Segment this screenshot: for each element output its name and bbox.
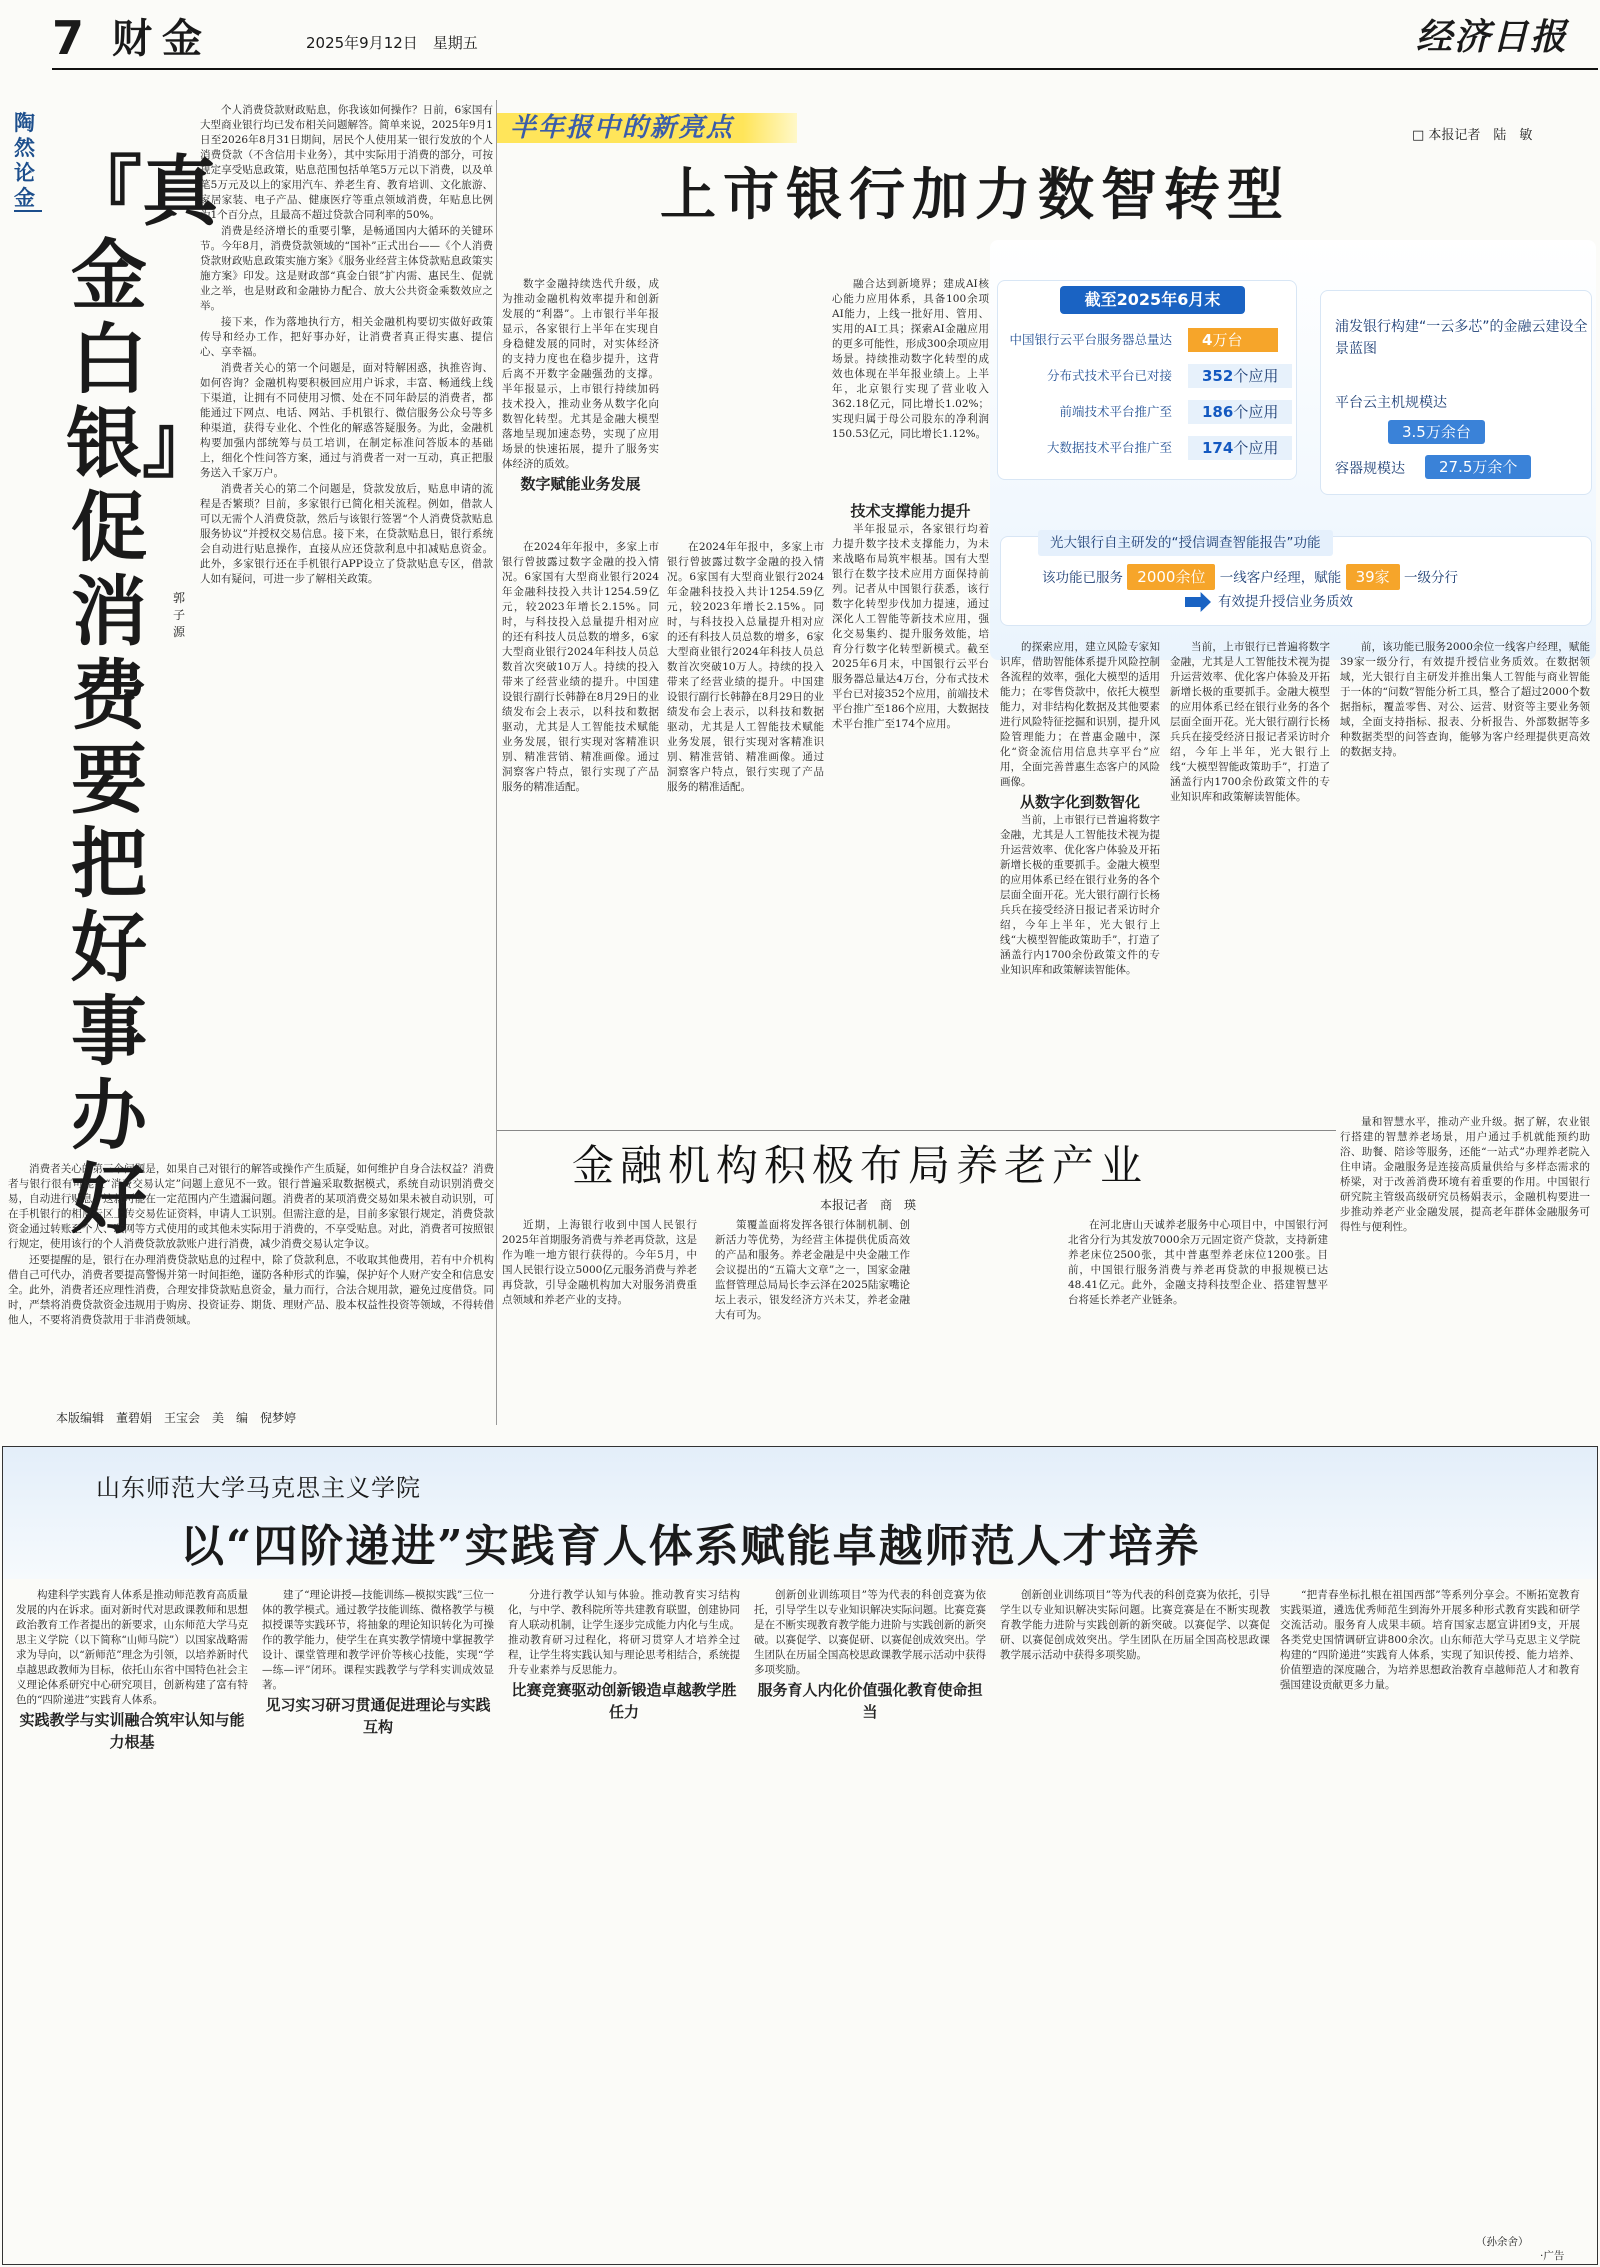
paragraph: 当前，上市银行已普遍将数字金融，尤其是人工智能技术视为提升运营效率、优化客户体验及开拓新增长极的重要抓手。金融大模型的应用体系已经在银行业务的各个层面全面开花。光大银行副行长杨兵兵在接受经济日报记者采访时介绍，今年上半年，光大银行上线“大模型智能政策助手”，打造了涵盖行内1700余份政策文件的专业知识库和政策解读智能体。 (1170, 641, 1330, 803)
advertorial-organization: 山东师范大学马克思主义学院 (96, 1474, 421, 1502)
stat-label: 大数据技术平台推广至 (1046, 440, 1172, 455)
paragraph: 量和智慧水平，推动产业升级。据了解，农业银行搭建的智慧养老场景，用户通过手机就能预约助浴、助餐、陪诊等服务，还能“一站式”办理养老院入住申请。金融服务是连接高质量供给与多样态需求的桥梁，对于改善消费环境有着重要的作用。中国银行研究院主管级高级研究员杨娟表示，金融机构要进一步推动养老产业金融发展，提高老年群体金融服务可得性与便利性。 (1340, 1116, 1590, 1233)
byline: 本报记者 商 瑛 (820, 1198, 917, 1212)
article-column (1170, 640, 1330, 1105)
page-editors: 本版编辑 董碧娟 王宝会 美 编 倪梦婷 (56, 1411, 297, 1425)
advertorial-headline: 以“四阶递进”实践育人体系赋能卓越师范人才培养 (180, 1521, 1201, 1572)
article-column (1340, 1115, 1590, 1423)
paragraph: 半年报显示，各家银行均着力提升数字技术支撑能力，为未来战略布局筑牢根基。国有大型银行在数字技术应用方面保持前列。记者从中国银行获悉，该行数字化转型步伐加力提速，通过深化人工智能等新技术应用，强化交易集约、提升服务效能，培育分行数字化转型新模式。截至2025年6月末，中国银行云平台服务器总量达4万台，分布式技术平台已对接352个应用，前端技术平台推广至186个应用，大数据技术平台推广至174个应用。 (832, 523, 989, 730)
side-panel-title: 浦发银行构建“一云多芯”的金融云建设全景蓝图 (1335, 319, 1588, 357)
page-number: 7 (52, 11, 85, 65)
paragraph: 创新创业训练项目”等为代表的科创竞赛为依托，引导学生以专业知识解决实际问题。比赛竞赛是在不断实现教育教学能力进阶与实践创新的新突破。以赛促学、以赛促研、以赛促创成效突出。学生团队在历届全国高校思政课教学展示活动中获得多项奖励。 (1000, 1589, 1270, 1661)
paragraph: 消费者关心的第三个问题是，如果自己对银行的解答或操作产生质疑，如何维护自身合法权益？消费者与银行很有可能在“消费交易认定”问题上意见不一致。银行普遍采取数据模式，系统自动识别消费交易，自动进行贴息。这就可能在一定范围内产生遗漏问题。消费者的某项消费交易如果未被自动识别，可在手机银行的相应专区上传交易佐证资料，申请人工识别。但需注意的是，目前多家银行规定，消费贷款资金通过转账至个人、联网等方式使用的或其他未实际用于消费的，不享受贴息。对此，消费者可按照银行规定，使用该行的个人消费贷款放款账户进行消费，减少消费交易认定争议。 (8, 1163, 494, 1250)
paragraph: 消费者关心的第二个问题是，贷款发放后，贴息申请的流程是否繁琐？目前，多家银行已简化相关流程。例如，借款人可以无需个人消费贷款，然后与该银行签署“个人消费贷款贴息服务协议”并授权交易信息。接下来，在贷款贴息日，银行系统会自动进行贴息操作，直接从应还贷款利息中扣减贴息资金。此外，多家银行还在手机银行APP设立了贷款贴息专区，借款人如有疑问，可进一步了解相关政策。 (200, 483, 493, 585)
kicker: 半年报中的新亮点 (510, 113, 735, 143)
paragraph: 个人消费贷款财政贴息，你我该如何操作？日前，6家国有大型商业银行均已发布相关问题解答。简单来说，2025年9月1日至2026年8月31日期间，居民个人使用某一银行发放的个人消费贷款（不含信用卡业务），其中实际用于消费的部分，可按规定享受贴息政策，贴息范围包括单笔5万元以下消费，以及单笔5万元及以上的家用汽车、养老生育、教育培训、文化旅游、家居家装、电子产品、健康医疗等重点领域消费，年贴息比例为1个百分点，且最高不超过贷款合同利率的50%。 (200, 104, 493, 221)
issue-date: 2025年9月12日 星期五 (306, 34, 478, 52)
paragraph: 在2024年年报中，多家上市银行曾披露过数字金融的投入情况。6家国有大型商业银行2024年金融科技投入共计1254.59亿元，较2023年增长2.15%。同时，与科技投入总量提升相对应的还有科技人员总数的增多，6家大型商业银行2024年科技人员总数首次突破10万人。持续的投入带来了经营业绩的提升。中国建设银行副行长韩静在8月29日的业绩发布会上表示，以科技和数据驱动，尤其是人工智能技术赋能业务发展，银行实现对客精准识别、精准营销、精准画像。通过洞察客户特点，银行实现了产品服务的精准适配。 (502, 541, 659, 793)
article-column (502, 540, 659, 1105)
header-rule (52, 68, 1598, 70)
byline: □ 本报记者 陆 敏 (1412, 128, 1533, 143)
section-divider (497, 1130, 1336, 1131)
article-column (1340, 640, 1590, 1105)
paragraph: 融合达到新境界；建成AI核心能力应用体系，具备100余项AI能力，上线一批好用、管用、实用的AI工具；探索AI金融应用的更多可能性，形成300余项应用场景。持续推动数字化转型的成效也体现在半年报业绩上。上半年，北京银行实现了营业收入362.18亿元，同比增长1.02%；实现归属于母公司股东的净利润150.53亿元，同比增长1.12%。 (832, 278, 989, 440)
stat-row (1004, 325, 1294, 355)
paragraph: 消费是经济增长的重要引擎，是畅通国内大循环的关键环节。今年8月，消费贷款领域的“国补”正式出台——《个人消费贷款财政贴息政策实施方案》《服务业经营主体贷款贴息政策实施方案》印发。这是财政部“真金白银”扩内需、惠民生、促就业之举，也是财政和金融协力配合、放大公共资金乘数效应之举。 (200, 225, 493, 312)
headline: 金融机构积极布局养老产业 (572, 1141, 1149, 1190)
ceb-feature-note: 有效提升授信业务质效 (1218, 594, 1353, 610)
side-panel-value: 27.5万余个 (1425, 455, 1531, 479)
paragraph: 创新创业训练项目”等为代表的科创竞赛为依托，引导学生以专业知识解决实际问题。比赛竞赛是在不断实现教育教学能力进阶与实践创新的新突破。以赛促学、以赛促研、以赛促创成效突出。学生团队在历届全国高校思政课教学展示活动中获得多项奖励。 (754, 1589, 986, 1676)
commentary-author: 郭子源 (173, 591, 186, 639)
advertorial-author: （孙余舍） (1476, 2236, 1529, 2248)
stat-row (1004, 397, 1294, 427)
article-column (16, 1588, 248, 2228)
subhead: 从数字化到数智化 (1019, 793, 1140, 811)
ceb-value: 2000余位 (1127, 564, 1215, 590)
paragraph: “把青春坐标扎根在祖国西部”等系列分享会。不断拓宽教育实践渠道，遴选优秀师范生到海外开展多种形式教育实践和研学交流活动。服务育人成果丰硕。培育国家志愿宣讲团9支，开展各类党史国情调研宣讲800余次。山东师范大学马克思主义学院构建的“四阶递进”实践育人体系，实现了知识传授、能力培养、价值塑造的深度融合，为培养思想政治教育卓越师范人才和教育强国建设贡献更多力量。 (1280, 1589, 1580, 1691)
stat-label: 前端技术平台推广至 (1059, 404, 1172, 419)
stat-row (1004, 361, 1294, 391)
paragraph: 分进行教学认知与体验。推动教育实习结构化，与中学、教科院所等共建教育联盟，创建协同育人联动机制，让学生逐步完成能力内化与生成。推动教育研习过程化，将研习贯穿人才培养全过程，让学生将实践认知与理论思考相结合，系统提升专业素养与反思能力。 (508, 1589, 740, 1676)
article-column (667, 540, 824, 1105)
newspaper-logo: 经济日报 (1416, 16, 1569, 58)
subhead: 数字赋能业务发展 (520, 475, 641, 493)
commentary-body-continued (8, 1162, 494, 1402)
stat-value: 352个应用 (1188, 364, 1292, 388)
stat-row (1004, 433, 1294, 463)
article-column (832, 277, 989, 497)
article-column (1068, 1218, 1328, 1423)
stat-label: 中国银行云平台服务器总量达 (1009, 332, 1172, 347)
stat-value: 174个应用 (1188, 436, 1292, 460)
article-column (508, 1588, 740, 2228)
paragraph: 策覆盖面将发挥各银行体制机制、创新活力等优势，为经营主体提供优质高效的产品和服务。养老金融是中央金融工作会议提出的“五篇大文章”之一，国家金融监督管理总局局长李云泽在2025陆家嘴论坛上表示，银发经济方兴未艾，养老金融大有可为。 (715, 1219, 910, 1321)
side-panel-label: 容器规模达 (1335, 461, 1405, 477)
paragraph: 近期，上海银行收到中国人民银行2025年首期服务消费与养老再贷款，这是作为唯一地方银行获得的。今年5月，中国人民银行设立5000亿元服务消费与养老再贷款，引导金融机构加大对服务消费重点领域和养老产业的支持。 (502, 1219, 697, 1306)
side-panel-label: 平台云主机规模达 (1335, 395, 1447, 411)
article-column (262, 1588, 494, 2228)
column-name: 陶然论金 (14, 110, 42, 212)
commentary-title: 『真金白银』促消费要把好事办好 (66, 147, 218, 1244)
article-column (1000, 1588, 1270, 2228)
paragraph: 建了“理论讲授—技能训练—模拟实践”三位一体的教学模式。通过教学技能训练、微格教学与模拟授课等实践环节，将抽象的理论知识转化为可操作的教学能力，使学生在真实教学情境中掌握教学设计、课堂管理和教学评价等核心技能，实现“学—练—评”闭环。课程实践教学与学科实训成效显著。 (262, 1589, 494, 1691)
ceb-feature-stats: 该功能已服务 2000余位 一线客户经理，赋能 39家 一级分行 (1042, 564, 1582, 591)
commentary-body (200, 103, 493, 1160)
subhead: 见习实习研习贯通促进理论与实践互构 (265, 1696, 491, 1736)
ceb-feature-title: 光大银行自主研发的“授信调查智能报告”功能 (1038, 530, 1333, 556)
column-divider (496, 100, 497, 1425)
ceb-value: 39家 (1346, 564, 1400, 590)
advertorial-tag: ·广告 (1540, 2250, 1565, 2262)
paragraph: 数字金融持续迭代升级，成为推动金融机构效率提升和创新发展的“利器”。上市银行半年报显示，各家银行上半年在实现自身稳健发展的同时，对实体经济的支持力度也在稳步提升，这背后离不开数字金融强劲的支撑。半年报显示，上市银行持续加码技术投入，推动业务从数字化向数智化转型。尤其是金融大模型落地呈现加速态势，实现了应用场景的快速拓展，提升了服务实体经济的质效。 (502, 278, 659, 470)
side-panel-value: 3.5万余台 (1388, 420, 1485, 444)
subhead: 技术支撑能力提升 (850, 502, 971, 520)
paragraph: 还要提醒的是，银行在办理消费贷款贴息的过程中，除了贷款利息，不收取其他费用，若有中介机构借自己可代办，消费者要提高警惕并第一时间拒绝，谨防各种形式的诈骗，保护好个人财产安全和信息安全。此外，消费者还应理性消费，合理安排贷款贴息资金，量力而行，合法合规用款，避免过度借贷。同时，严禁将消费贷款资金违规用于购房、投资证券、期货、理财产品、股本权益性投资等领域，不得转借他人，不要将消费贷款用于非消费领域。 (8, 1254, 494, 1326)
article-column (502, 1218, 697, 1423)
headline: 上市银行加力数智转型 (660, 162, 1290, 228)
paragraph: 消费者关心的第一个问题是，面对特解困惑，执推咨询、如何咨询？金融机构要积极回应用户诉求，丰富、畅通线上线下渠道，让拥有不同使用习惯、处在不同年龄层的消费者，都能通过下网点、电话、网站、手机银行、微信服务公众号等多种渠道，获得专业化、个性化的解惑答疑服务。为此，金融机构要加强内部统筹与员工培训，在制定标准问答版本的基础上，细化个性问答方案，通过与消费者一对一互动，真正把服务送入千家万户。 (200, 362, 493, 479)
paragraph: 前，该功能已服务2000余位一线客户经理，赋能39家一级分行，有效提升授信业务质效。在数据领域，光大银行自主研发并推出集人工智能与商业智能于一体的“问数”智能分析工具，整合了超过2000个数据指标，覆盖零售、对公、运营、财资等主要业务领域，全面支持指标、报表、分析报告、外部数据等多种数据类型的问答查询，能够为客户经理提供更高效的数据支持。 (1340, 641, 1590, 758)
stat-label: 分布式技术平台已对接 (1046, 368, 1172, 383)
article-column (715, 1218, 910, 1423)
infographic-header: 截至2025年6月末 (1060, 286, 1245, 314)
subhead: 服务育人内化价值强化教育使命担当 (757, 1681, 983, 1721)
paragraph: 在2024年年报中，多家上市银行曾披露过数字金融的投入情况。6家国有大型商业银行2024年金融科技投入共计1254.59亿元，较2023年增长2.15%。同时，与科技投入总量提升相对应的还有科技人员总数的增多，6家大型商业银行2024年科技人员总数首次突破10万人。持续的投入带来了经营业绩的提升。中国建设银行副行长韩静在8月29日的业绩发布会上表示，以科技和数据驱动，尤其是人工智能技术赋能业务发展，银行实现对客精准识别、精准营销、精准画像。通过洞察客户特点，银行实现了产品服务的精准适配。 (667, 541, 824, 793)
paragraph: 接下来，作为落地执行方，相关金融机构要切实做好政策传导和经办工作，把好事办好，让消费者真正得实惠、提信心、享幸福。 (200, 316, 493, 358)
paragraph: 构建科学实践育人体系是推动师范教育高质量发展的内在诉求。面对新时代对思政课教师和思想政治教育工作者提出的新要求，山东师范大学马克思主义学院（以下简称“山师马院”）以国家战略需求为导向，以“新师范”理念为引领，以培养新时代卓越思政教师为目标，依托山东省中国特色社会主义理论体系研究中心研究项目，创新构建了富有特色的“四阶递进”实践育人体系。 (16, 1589, 248, 1706)
section-name: 财金 (112, 15, 212, 62)
stat-value: 4万台 (1188, 328, 1278, 352)
stat-value: 186个应用 (1188, 400, 1292, 424)
article-column (1280, 1588, 1580, 2228)
paragraph: 当前，上市银行已普遍将数字金融，尤其是人工智能技术视为提升运营效率、优化客户体验及开拓新增长极的重要抓手。金融大模型的应用体系已经在银行业务的各个层面全面开花。光大银行副行长杨兵兵在接受经济日报记者采访时介绍，今年上半年，光大银行上线“大模型智能政策助手”，打造了涵盖行内1700余份政策文件的专业知识库和政策解读智能体。 (1000, 814, 1160, 976)
paragraph: 在河北唐山天诚养老服务中心项目中，中国银行河北省分行为其发放7000余万元固定资产贷款，支持新建养老床位2500张，其中普惠型养老床位1200张。目前，中国银行服务消费与养老再贷款的申报规模已达48.41亿元。此外，金融支持科技型企业、搭建智慧平台将延长养老产业链条。 (1068, 1219, 1328, 1306)
article-column (1000, 640, 1160, 1105)
article-column (832, 500, 989, 1105)
article-column (754, 1588, 986, 2228)
paragraph: 的探索应用，建立风险专家知识库，借助智能体系提升风险控制各流程的效率，强化大模型的适用能力；在零售贷款中，依托大模型能力，对非结构化数据及其他要素进行风险特征挖掘和识别，提升风险管理能力；在普惠金融中，深化“资金流信用信息共享平台”应用，全面完善普惠生态客户的风险画像。 (1000, 641, 1160, 788)
subhead: 比赛竞赛驱动创新锻造卓越教学胜任力 (511, 1681, 737, 1721)
subhead: 实践教学与实训融合筑牢认知与能力根基 (19, 1711, 245, 1751)
